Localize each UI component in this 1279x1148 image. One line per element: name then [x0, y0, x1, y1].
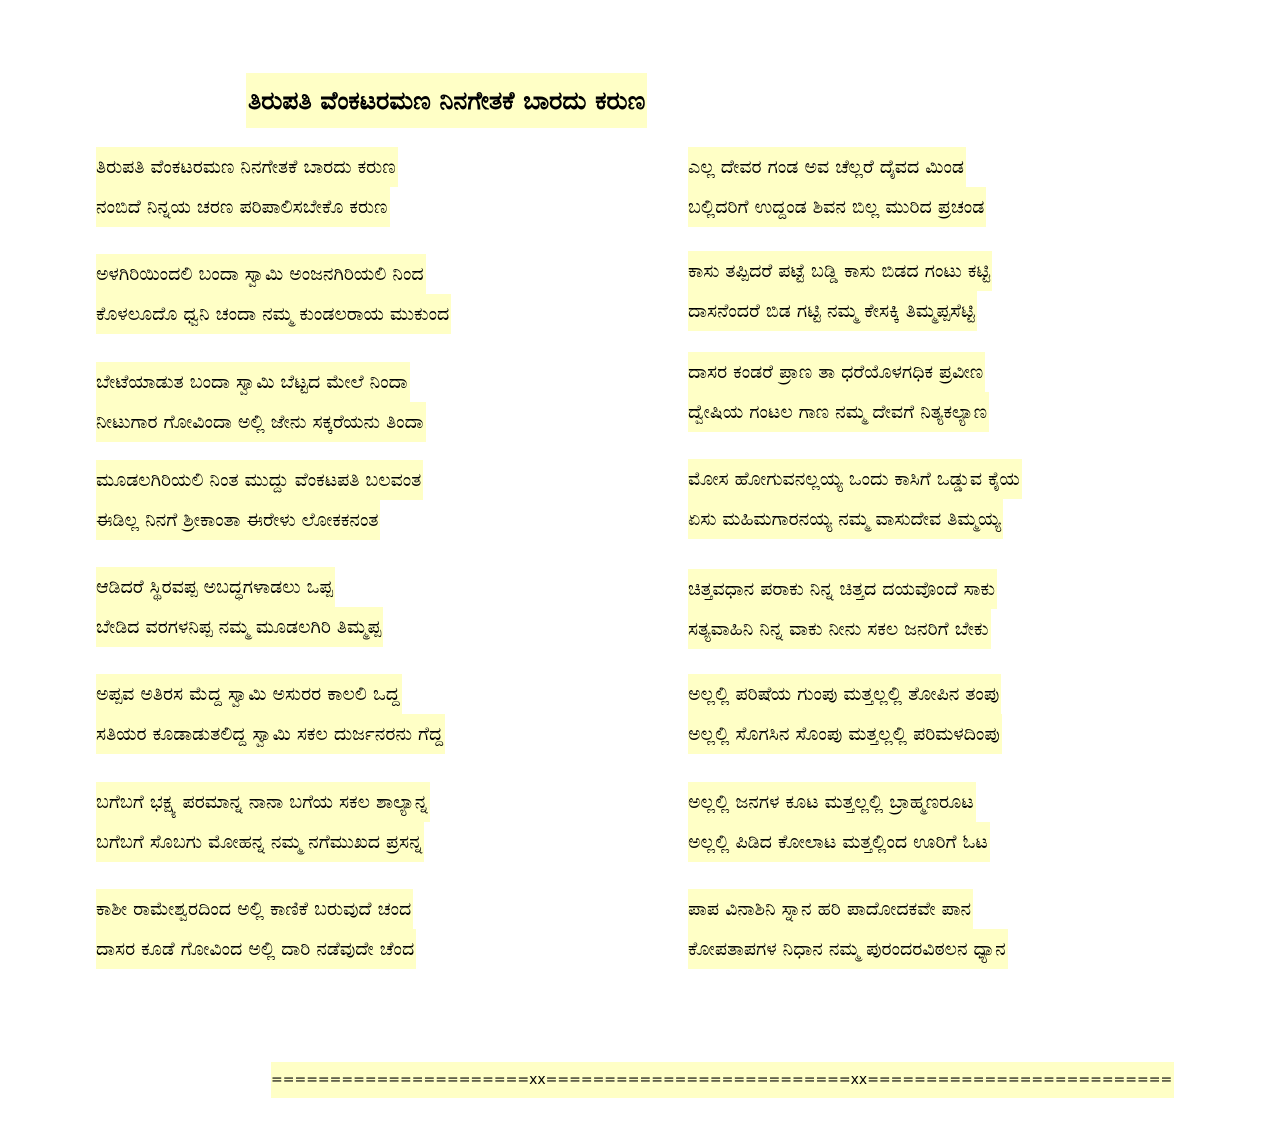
verse-line: ಈಡಿಲ್ಲ ನಿನಗೆ ಶ್ರೀಕಾಂತಾ ಈರೇಳು ಲೋಕಕನಂತ	[96, 500, 380, 540]
stanza	[96, 889, 416, 969]
verse-line: ಏಸು ಮಹಿಮಗಾರನಯ್ಯ ನಮ್ಮ ವಾಸುದೇವ ತಿಮ್ಮಯ್ಯ	[688, 499, 1003, 539]
verse-line: ಬೇಡಿದ ವರಗಳನಿಪ್ಪ ನಮ್ಮ ಮೂಡಲಗಿರಿ ತಿಮ್ಮಪ್ಪ	[96, 607, 383, 647]
stanza	[688, 459, 1022, 539]
stanza	[688, 147, 986, 227]
verse-line: ಕೊಳಲೂದೊ ಧ್ವನಿ ಚಂದಾ ನಮ್ಮ ಕುಂಡಲರಾಯ ಮುಕುಂದ	[96, 294, 451, 334]
stanza	[96, 147, 398, 227]
stanza	[688, 251, 992, 331]
verse-line: ಪಾಪ ವಿನಾಶಿನಿ ಸ್ನಾನ ಹರಿ ಪಾದೋದಕವೇ ಪಾನ	[688, 889, 973, 929]
verse-line: ಕಾಸು ತಪ್ಪಿದರೆ ಪಟ್ಟೆ ಬಡ್ಡಿ ಕಾಸು ಬಿಡದ ಗಂಟು ಕಟ್ಟಿ	[688, 251, 992, 291]
verse-line: ಮೂಡಲಗಿರಿಯಲಿ ನಿಂತ ಮುದ್ದು ವೆಂಕಟಪತಿ ಬಲವಂತ	[96, 460, 423, 500]
verse-line: ಎಲ್ಲ ದೇವರ ಗಂಡ ಅವ ಚೆಲ್ಲರೆ ದೈವದ ಮಿಂಡ	[688, 147, 966, 187]
verse-line: ದಾಸರ ಕಂಡರೆ ಪ್ರಾಣ ತಾ ಧರೆಯೊಳಗಧಿಕ ಪ್ರವೀಣ	[688, 352, 985, 392]
verse-line: ಬೇಟೆಯಾಡುತ ಬಂದಾ ಸ್ವಾಮಿ ಬೆಟ್ಟದ ಮೇಲೆ ನಿಂದಾ	[96, 362, 410, 402]
verse-line: ಚಿತ್ತವಧಾನ ಪರಾಕು ನಿನ್ನ ಚಿತ್ತದ ದಯವೊಂದೆ ಸಾಕು	[688, 569, 997, 609]
stanza	[96, 674, 445, 754]
stanza	[688, 674, 1002, 754]
verse-line: ಬಲ್ಲಿದರಿಗೆ ಉದ್ದಂಡ ಶಿವನ ಬಿಲ್ಲ ಮುರಿದ ಪ್ರಚಂಡ	[688, 187, 986, 227]
verse-line: ಸತ್ಯವಾಹಿನಿ ನಿನ್ನ ವಾಕು ನೀನು ಸಕಲ ಜನರಿಗೆ ಬೇಕು	[688, 609, 991, 649]
stanza	[96, 254, 451, 334]
verse-line: ಸತಿಯರ ಕೂಡಾಡುತಲಿದ್ದ ಸ್ವಾಮಿ ಸಕಲ ದುರ್ಜನರನು ಗೆದ್ದ	[96, 714, 445, 754]
stanza	[96, 362, 426, 442]
verse-line: ಬಗೆಬಗೆ ಭಕ್ಷ್ಯ ಪರಮಾನ್ನ ನಾನಾ ಬಗೆಯ ಸಕಲ ಶಾಲ್ಯಾನ್ನ	[96, 782, 430, 822]
verse-line: ದಾಸರ ಕೂಡೆ ಗೋವಿಂದ ಅಲ್ಲಿ ದಾರಿ ನಡೆವುದೇ ಚೆಂದ	[96, 929, 416, 969]
stanza	[688, 782, 990, 862]
stanza	[688, 889, 1008, 969]
verse-line: ಅಲ್ಲಲ್ಲಿ ಸೊಗಸಿನ ಸೊಂಪು ಮತ್ತಲ್ಲಲ್ಲಿ ಪರಿಮಳದಿಂಪು	[688, 714, 1002, 754]
verse-line: ದಾಸನೆಂದರೆ ಬಿಡ ಗಟ್ಟಿ ನಮ್ಮ ಕೇಸಕ್ಕಿ ತಿಮ್ಮಪ್ಪಸೆಟ್ಟಿ	[688, 291, 977, 331]
verse-line: ಆಡಿದರೆ ಸ್ಥಿರವಪ್ಪ ಅಬದ್ಧಗಳಾಡಲು ಒಪ್ಪ	[96, 567, 335, 607]
verse-line: ಅಪ್ಪವ ಅತಿರಸ ಮೆದ್ದ ಸ್ವಾಮಿ ಅಸುರರ ಕಾಲಲಿ ಒದ್ದ	[96, 674, 402, 714]
stanza	[96, 567, 383, 647]
verse-line: ಅಲ್ಲಲ್ಲಿ ಪರಿಷೆಯ ಗುಂಪು ಮತ್ತಲ್ಲಲ್ಲಿ ತೋಪಿನ ತಂಪು	[688, 674, 1001, 714]
verse-line: ಬಗೆಬಗೆ ಸೊಬಗು ಮೋಹನ್ನ ನಮ್ಮ ನಗೆಮುಖದ ಪ್ರಸನ್ನ	[96, 822, 424, 862]
verse-line: ಕೋಪತಾಪಗಳ ನಿಧಾನ ನಮ್ಮ ಪುರಂದರವಿಠಲನ ಧ್ಯಾನ	[688, 929, 1008, 969]
verse-line: ಅಳಗಿರಿಯಿಂದಲಿ ಬಂದಾ ಸ್ವಾಮಿ ಅಂಜನಗಿರಿಯಲಿ ನಿಂದ	[96, 254, 426, 294]
stanza	[96, 782, 430, 862]
page-title: ತಿರುಪತಿ ವೆಂಕಟರಮಣ ನಿನಗೇತಕೆ ಬಾರದು ಕರುಣ	[246, 73, 647, 128]
footer-divider: ======================xx==========================xx==========================	[271, 1062, 1174, 1098]
verse-line: ನಂಬಿದೆ ನಿನ್ನಯ ಚರಣ ಪರಿಪಾಲಿಸಬೇಕೊ ಕರುಣ	[96, 187, 390, 227]
stanza	[688, 569, 997, 649]
verse-line: ತಿರುಪತಿ ವೆಂಕಟರಮಣ ನಿನಗೇತಕೆ ಬಾರದು ಕರುಣ	[96, 147, 398, 187]
stanza	[688, 352, 989, 432]
verse-line: ಅಲ್ಲಲ್ಲಿ ಜನಗಳ ಕೂಟ ಮತ್ತಲ್ಲಲ್ಲಿ ಬ್ರಾಹ್ಮಣರೂಟ	[688, 782, 976, 822]
verse-line: ದ್ವೇಷಿಯ ಗಂಟಲ ಗಾಣ ನಮ್ಮ ದೇವಗೆ ನಿತ್ಯಕಲ್ಯಾಣ	[688, 392, 989, 432]
verse-line: ಮೋಸ ಹೋಗುವನಲ್ಲಯ್ಯ ಒಂದು ಕಾಸಿಗೆ ಒಡ್ಡುವ ಕೈಯ	[688, 459, 1022, 499]
stanza	[96, 460, 423, 540]
verse-line: ಅಲ್ಲಲ್ಲಿ ಪಿಡಿದ ಕೋಲಾಟ ಮತ್ತಲ್ಲಿಂದ ಊರಿಗೆ ಓಟ	[688, 822, 990, 862]
verse-line: ನೀಟುಗಾರ ಗೋವಿಂದಾ ಅಲ್ಲಿ ಜೇನು ಸಕ್ಕರೆಯನು ತಿಂದಾ	[96, 402, 426, 442]
verse-line: ಕಾಶೀ ರಾಮೇಶ್ವರದಿಂದ ಅಲ್ಲಿ ಕಾಣಿಕೆ ಬರುವುದೆ ಚಂದ	[96, 889, 413, 929]
